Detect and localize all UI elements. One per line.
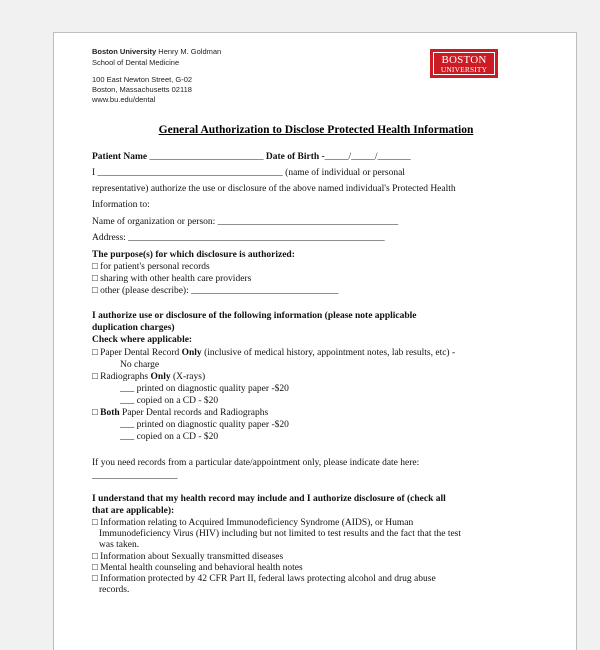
- purpose-option-sharing[interactable]: □ sharing with other health care providers: [92, 274, 252, 284]
- radiographs-only: Only: [150, 372, 171, 382]
- boston-university-logo: [430, 49, 498, 78]
- understand-heading-line2-text: that are applicable):: [92, 506, 175, 516]
- understand-heading-line1-text: I understand that my health record may include and I authorize disclosure of (check all: [92, 494, 446, 504]
- radiographs-checkbox-label: □ Radiographs: [92, 372, 149, 382]
- org-row: [92, 217, 398, 227]
- dates-instruction: If you need records from a particular date/appointment only, please indicate date here:: [92, 458, 420, 468]
- authorize-i: I: [92, 168, 96, 178]
- radiographs-xrays: (X-rays): [172, 372, 206, 382]
- purpose-other-field[interactable]: _______________________________: [191, 286, 339, 296]
- paper-no-charge: No charge: [120, 360, 160, 370]
- purpose-option-other[interactable]: [92, 286, 338, 296]
- authorize-line3: Information to:: [92, 200, 150, 210]
- option-radiographs[interactable]: [92, 372, 205, 382]
- use-heading-line2: [92, 323, 175, 333]
- paper-record-checkbox-label: □ Paper Dental Record: [92, 348, 180, 358]
- purpose-heading: [92, 250, 295, 260]
- authorize-line2: representative) authorize the use or disclosure of the above named individual's Protected Health: [92, 184, 456, 194]
- address-field[interactable]: ______________________________________________________: [128, 233, 385, 243]
- letterhead-address2: Boston, Massachusetts 02118: [92, 85, 192, 94]
- representative-name-field[interactable]: _______________________________________: [97, 168, 283, 178]
- dob-field[interactable]: _____/_____/_______: [324, 152, 411, 162]
- dental-namesake: Henry M. Goldman: [156, 47, 222, 56]
- letterhead-address1: 100 East Newton Street, G-02: [92, 75, 193, 84]
- use-heading-line1-text: I authorize use or disclosure of the following information (please note applicable: [92, 311, 417, 321]
- paper-only: Only: [181, 348, 202, 358]
- authorize-line1: [92, 168, 405, 178]
- option-aids-hiv-line2: Immunodeficiency Virus (HIV) including but not limited to test results and the fact that the test: [99, 529, 462, 539]
- paper-record-details: (inclusive of medical history, appointment notes, lab results, etc) -: [204, 348, 456, 358]
- understand-heading-line1: [92, 494, 446, 504]
- option-42-cfr[interactable]: □ Information protected by 42 CFR Part II, federal laws protecting alcohol and drug abuse: [92, 574, 436, 584]
- org-field[interactable]: ______________________________________: [217, 217, 399, 227]
- option-both[interactable]: [92, 408, 268, 418]
- patient-name-field[interactable]: ________________________: [149, 152, 264, 162]
- option-mental-health[interactable]: □ Mental health counseling and behavioral health notes: [92, 563, 303, 573]
- both-cd-option[interactable]: ___ copied on a CD - $20: [120, 432, 219, 442]
- check-where-applicable: [92, 335, 192, 345]
- letterhead-website: www.bu.edu/dental: [92, 95, 156, 104]
- purpose-other-label: □ other (please describe):: [92, 286, 189, 296]
- org-label: Name of organization or person:: [92, 217, 216, 227]
- address-label: Address:: [92, 233, 126, 243]
- form-page: [53, 32, 577, 650]
- option-aids-hiv[interactable]: □ Information relating to Acquired Immunodeficiency Syndrome (AIDS), or Human: [92, 518, 414, 528]
- use-heading-line1: [92, 311, 417, 321]
- address-row: [92, 233, 385, 243]
- radiographs-cd-option[interactable]: ___ copied on a CD - $20: [120, 396, 219, 406]
- option-42-cfr-line2: records.: [99, 585, 130, 595]
- radiographs-printed-option[interactable]: ___ printed on diagnostic quality paper -$20: [120, 384, 289, 394]
- letterhead-school: School of Dental Medicine: [92, 58, 180, 67]
- understand-heading-line2: [92, 506, 174, 516]
- both-bold: Both: [100, 408, 120, 418]
- dates-field[interactable]: __________________: [92, 471, 178, 481]
- letterhead-university: [92, 47, 221, 58]
- logo-line2: UNIVERSITY: [440, 65, 488, 74]
- purpose-heading-text: The purpose(s) for which disclosure is authorized:: [92, 250, 295, 260]
- form-title: General Authorization to Disclose Protected Health Information: [158, 124, 474, 136]
- patient-row: [92, 152, 411, 162]
- both-checkbox-label: □: [92, 408, 98, 418]
- logo-border: [433, 52, 495, 75]
- both-printed-option[interactable]: ___ printed on diagnostic quality paper -$20: [120, 420, 289, 430]
- both-details: Paper Dental records and Radiographs: [122, 408, 269, 418]
- patient-name-label: Patient Name: [92, 152, 148, 162]
- authorize-name-hint: (name of individual or personal: [285, 168, 405, 178]
- logo-line1: BOSTON: [441, 54, 487, 66]
- option-paper-record[interactable]: [92, 348, 455, 358]
- purpose-option-personal[interactable]: □ for patient's personal records: [92, 262, 210, 272]
- check-where-applicable-text: Check where applicable:: [92, 335, 193, 345]
- dob-label: Date of Birth -: [265, 152, 325, 162]
- option-aids-hiv-line3: was taken.: [99, 540, 140, 550]
- university-name: Boston University: [92, 47, 157, 56]
- option-std[interactable]: □ Information about Sexually transmitted diseases: [92, 552, 284, 562]
- use-heading-line2-text: duplication charges): [92, 323, 175, 333]
